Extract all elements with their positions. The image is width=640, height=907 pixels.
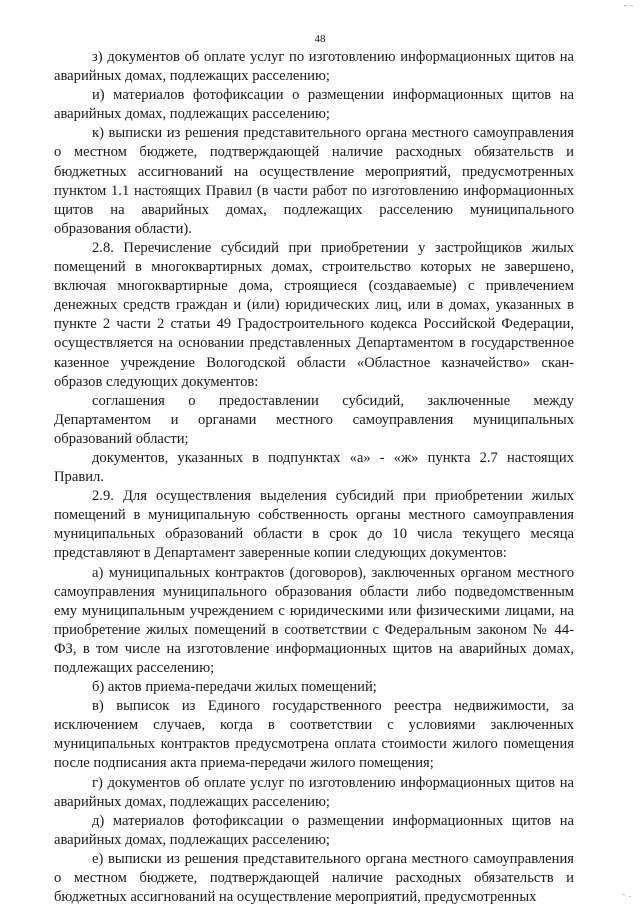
paragraph-2-9: 2.9. Для осуществления выделения субсидий при приобретении жилых помещений в муниципальную собственность органы местного самоуправления муниципальных образований области в срок до 10 числа текущего месяца представляют в Департамент заверенные копии следующих документов: <box>54 488 574 562</box>
paragraph-3-i: и) материалов фотофиксации о размещении информационных щитов на аварийных домах, подлежащих расселению; <box>54 87 574 123</box>
document-body <box>54 48 574 907</box>
scan-mark-bottom: - . <box>622 890 632 899</box>
paragraph-3-z: з) документов об оплате услуг по изготовлению информационных щитов на аварийных домах, подлежащих расселению; <box>54 49 574 85</box>
paragraph-2-9-v: в) выписок из Единого государственного реестра недвижимости, за исключением случаев, когда в соответствии с условиями заключенных муниципальных контрактов предусмотрена оплата стоимости жилого помещения после подписания акта приема-передачи жилого помещения; <box>54 698 574 772</box>
scan-mark-top: - - <box>623 1 634 10</box>
paragraph-3-k: к) выписки из решения представительного органа местного самоуправления о местном бюджете, подтверждающей наличие расходных обязательств и бюджетных ассигнований на осуществление мероприятий, предусмотренных пунктом 1.1 настоящих Правил (в части работ по изготовлению информационных щитов на аварийных домах, подлежащих расселению муниципального образования области). <box>54 125 574 237</box>
paragraph-2-9-d: д) материалов фотофиксации о размещении информационных щитов на аварийных домах, подлежащих расселению; <box>54 812 574 848</box>
page-number: 48 <box>314 33 326 45</box>
paragraph-2-8: 2.8. Перечисление субсидий при приобретении у застройщиков жилых помещений в многоквартирных домах, строительство которых не завершено, включая многоквартирные дома, строящиеся (создаваемые) с привлечением денежных средств граждан и (или) юридических лиц, или в домах, указанных в пункте 2 части 2 статьи 49 Градостроительного кодекса Российской Федерации, осуществляется на основании представленных Департаментом в государственное казенное учреждение Вологодской области «Областное казначейство» скан-образов следующих документов: <box>54 239 574 390</box>
paragraph-2-9-g: г) документов об оплате услуг по изготовлению информационных щитов на аварийных домах, подлежащих расселению; <box>54 774 574 810</box>
paragraph-2-8-documents: документов, указанных в подпунктах «а» - «ж» пункта 2.7 настоящих Правил. <box>54 449 574 486</box>
paragraph-2-9-e: е) выписки из решения представительного органа местного самоуправления о местном бюджете, подтверждающей наличие расходных обязательств и бюджетных ассигнований на осуществление мероприятий, предусмотренных <box>54 850 574 906</box>
paragraph-2-9-b: б) актов приема-передачи жилых помещений; <box>92 679 377 696</box>
paragraph-2-8-agreements: соглашения о предоставлении субсидий, заключенные между Департаментом и органами местного самоуправления муниципальных образований области; <box>54 392 574 447</box>
paragraph-2-9-a: а) муниципальных контрактов (договоров), заключенных органом местного самоуправления муниципального образования области либо подведомственным ему муниципальным учреждением с юридическими или физическими лицами, на приобретение жилых помещений в соответствии с Федеральным законом № 44-ФЗ, в том числе на изготовление информационных щитов на аварийных домах, подлежащих расселению; <box>54 564 574 676</box>
